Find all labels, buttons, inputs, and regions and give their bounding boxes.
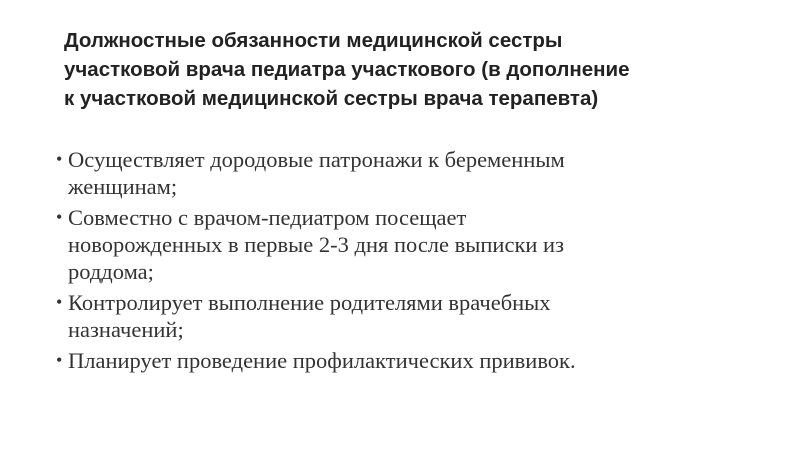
slide-title (64, 26, 764, 113)
bullet-list (56, 146, 756, 378)
bullet-text-line: Контролирует выполнение родителями врачебных (68, 290, 551, 315)
bullet-text-line: Планирует проведение профилактических прививок. (68, 348, 576, 373)
bullet-icon: • (56, 149, 63, 169)
bullet-item-prenatal-visits (56, 146, 756, 200)
bullet-icon: • (56, 350, 63, 370)
bullet-text-line: Осуществляет дородовые патронажи к беременным (68, 147, 565, 172)
bullet-icon: • (56, 292, 63, 312)
title-line: участковой врача педиатра участкового (в дополнение (64, 58, 630, 81)
bullet-text-line: назначений; (68, 317, 184, 342)
bullet-text-line: новорожденных в первые 2-3 дня после выписки из (68, 232, 564, 257)
title-line: Должностные обязанности медицинской сестры (64, 29, 563, 52)
bullet-item-prescription-control (56, 289, 756, 343)
bullet-item-vaccination-planning (56, 347, 756, 374)
bullet-text-line: женщинам; (68, 174, 178, 199)
title-line: к участковой медицинской сестры врача терапевта) (64, 87, 599, 110)
bullet-item-newborn-visits (56, 204, 756, 285)
bullet-text-line: роддома; (68, 259, 154, 284)
bullet-icon: • (56, 207, 63, 227)
bullet-text-line: Совместно с врачом-педиатром посещает (68, 205, 467, 230)
